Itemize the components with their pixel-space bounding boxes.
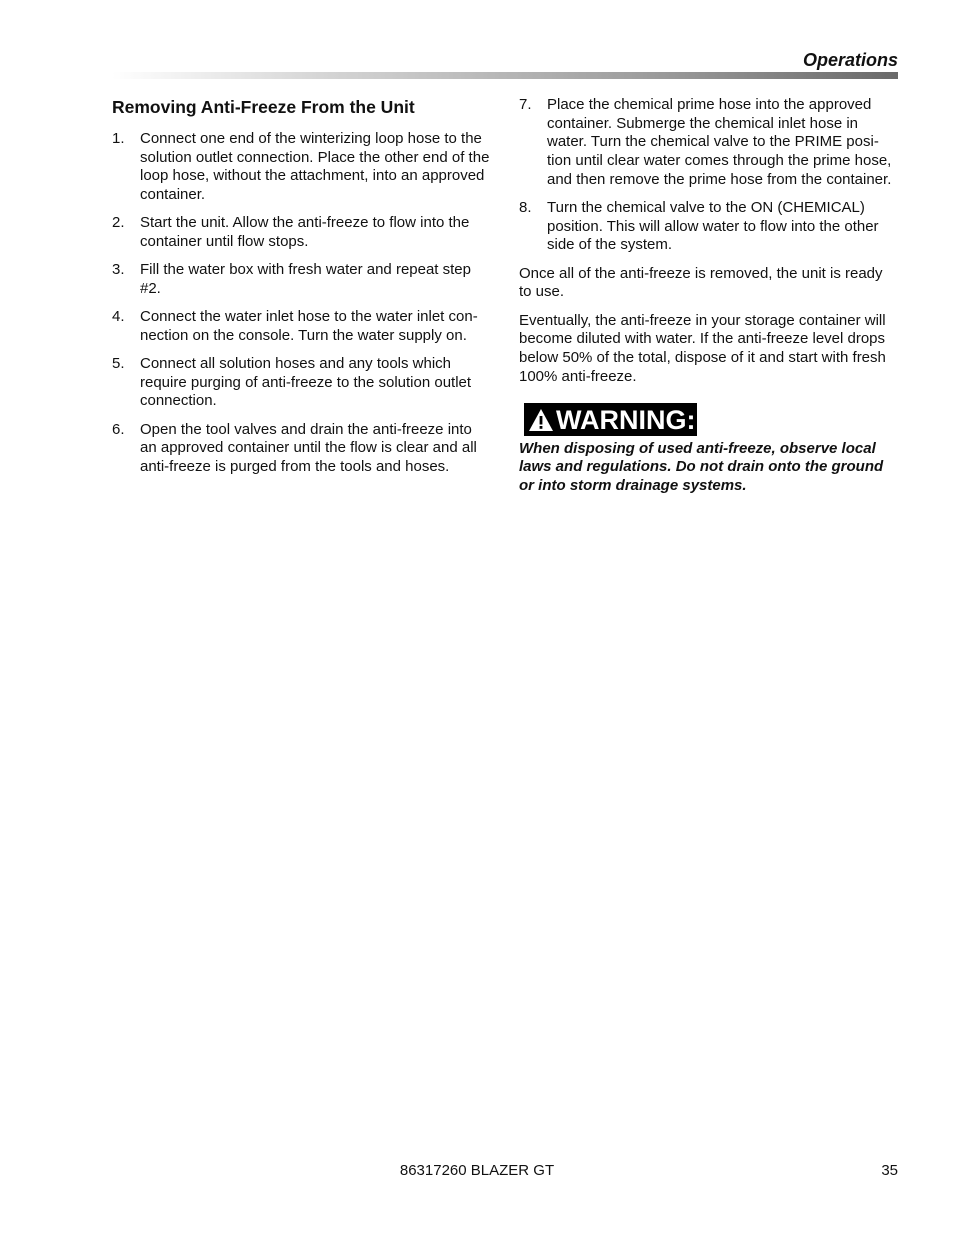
- step-number: 6.: [112, 420, 125, 438]
- warning-triangle-icon: [528, 408, 554, 432]
- header-gradient-rule: [112, 72, 898, 79]
- warning-text: When disposing of used anti-freeze, observe local laws and regulations. Do not drain onto the ground or into storm drainage systems.: [519, 439, 884, 494]
- page-number: 35: [881, 1162, 898, 1179]
- left-column: [112, 96, 492, 486]
- step-number: 2.: [112, 214, 125, 232]
- steps-list-left: [112, 130, 492, 477]
- step-text: Connect all solution hoses and any tools which require purging of anti-freeze to the solution outlet connection.: [140, 355, 472, 410]
- step-text: Fill the water box with fresh water and repeat step #2.: [140, 261, 471, 297]
- list-item: [112, 355, 492, 411]
- step-text: Connect one end of the winterizing loop hose to the solution outlet connection. Place the other end of the loop hose, without the attachment, into an approved container.: [140, 130, 490, 204]
- step-text: Place the chemical prime hose into the approved container. Submerge the chemical inlet hose in water. Turn the chemical valve to the PRIME posi-tion until clear water comes through the prime hose, and then remove the prime hose from the container.: [547, 96, 892, 188]
- step-number: 8.: [519, 199, 532, 217]
- list-item: [112, 214, 492, 251]
- footer-document-id: 86317260 BLAZER GT: [399, 1162, 555, 1179]
- section-heading: Removing Anti-Freeze From the Unit: [112, 97, 415, 117]
- list-item: [112, 130, 492, 205]
- step-text: Open the tool valves and drain the anti-freeze into an approved container until the flow is clear and all anti-freeze is purged from the tools and hoses.: [140, 420, 477, 476]
- steps-list-right: [519, 96, 899, 255]
- section-title: Operations: [802, 50, 898, 70]
- step-number: 1.: [112, 130, 125, 147]
- step-number: 7.: [519, 96, 532, 113]
- warning-label: WARNING:: [556, 404, 696, 435]
- list-item: [112, 261, 492, 298]
- warning-banner: [524, 403, 697, 436]
- step-number: 5.: [112, 355, 125, 373]
- step-text: Turn the chemical valve to the ON (CHEMICAL) position. This will allow water to flow into the other side of the system.: [547, 199, 879, 254]
- step-text: Connect the water inlet hose to the water inlet con-nection on the console. Turn the water supply on.: [140, 308, 478, 344]
- right-column: [519, 96, 899, 496]
- step-text: Start the unit. Allow the anti-freeze to flow into the container until flow stops.: [140, 214, 470, 251]
- list-item: [519, 96, 899, 190]
- step-number: 3.: [112, 261, 125, 279]
- step-number: 4.: [112, 308, 125, 326]
- paragraph: Eventually, the anti-freeze in your storage container will become diluted with water. If the anti-freeze level drops below 50% of the total, dispose of it and start with fresh 100% anti-freeze.: [519, 311, 886, 385]
- paragraph: Once all of the anti-freeze is removed, the unit is ready to use.: [519, 264, 883, 301]
- list-item: [519, 199, 899, 255]
- list-item: [112, 421, 492, 477]
- list-item: [112, 308, 492, 345]
